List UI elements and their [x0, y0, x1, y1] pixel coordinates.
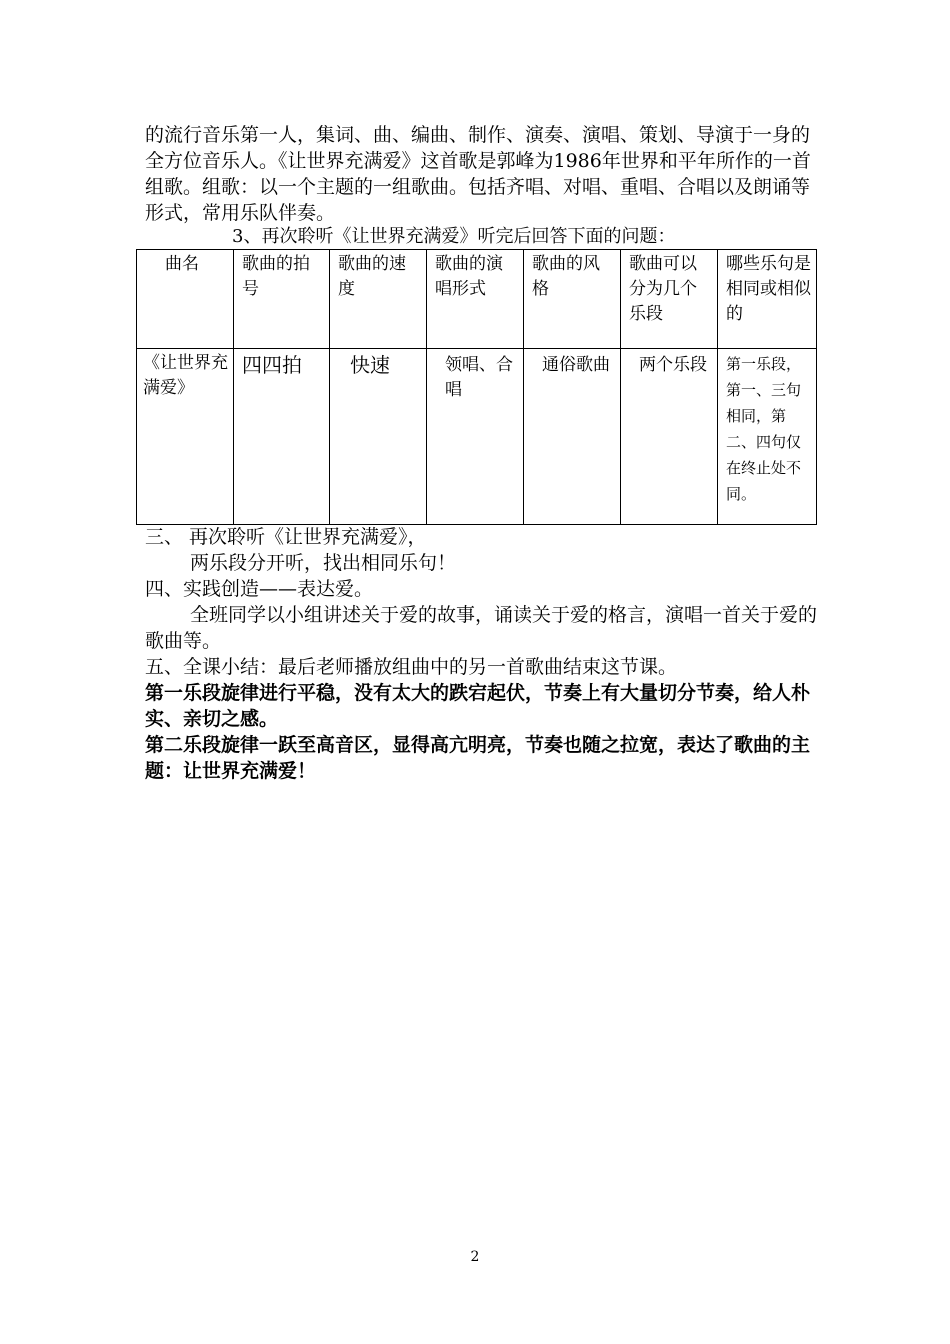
cell-style: 通俗歌曲 [524, 349, 621, 525]
header-cell-song-name: 曲名 [137, 250, 234, 349]
header-cell-performance-form: 歌曲的演唱形式 [427, 250, 524, 349]
table-header-row [137, 250, 817, 349]
cell-performance-form: 领唱、合唱 [427, 349, 524, 525]
song-analysis-table [136, 249, 817, 525]
section-5-summary: 五、全课小结：最后老师播放组曲中的另一首歌曲结束这节课。 [145, 656, 678, 678]
header-cell-style: 歌曲的风格 [524, 250, 621, 349]
cell-similar-phrases: 第一乐段，第一、三句相同，第二、四句仅在终止处不同。 [718, 349, 817, 525]
section-4-body: 全班同学以小组讲述关于爱的故事，诵读关于爱的格言，演唱一首关于爱的歌曲等。 [145, 604, 818, 652]
header-cell-time-signature: 歌曲的拍号 [234, 250, 330, 349]
header-cell-sections: 歌曲可以分为几个乐段 [621, 250, 718, 349]
intro-paragraph: 的流行音乐第一人，集词、曲、编曲、制作、演奏、演唱、策划、导演于一身的全方位音乐人。《让世界充满爱》这首歌是郭峰为1986年世界和平年所作的一首组歌。组歌：以一个主题的一组歌曲。包括齐唱、对唱、重唱、合唱以及朗诵等形式，常用乐队伴奏。 [145, 124, 811, 224]
header-cell-tempo: 歌曲的速度 [330, 250, 427, 349]
section-3-title: 三、 再次聆听《让世界充满爱》， [145, 526, 427, 548]
section-4-title: 四、实践创造——表达爱。 [145, 578, 374, 600]
page-number: 2 [470, 1249, 480, 1265]
bold-note-second-section: 第二乐段旋律一跃至高音区，显得高亢明亮，节奏也随之拉宽，表达了歌曲的主题：让世界充满爱！ [145, 734, 811, 782]
section-3-body: 两乐段分开听，找出相同乐句！ [190, 552, 457, 574]
cell-sections: 两个乐段 [621, 349, 718, 525]
question-3: 3、再次聆听《让世界充满爱》听完后回答下面的问题： [232, 226, 676, 247]
cell-song-name: 《让世界充满爱》 [137, 349, 234, 525]
bold-note-first-section: 第一乐段旋律进行平稳，没有太大的跌宕起伏，节奏上有大量切分节奏，给人朴实、亲切之感。 [145, 682, 811, 730]
header-cell-similar-phrases: 哪些乐句是相同或相似的 [718, 250, 817, 349]
cell-time-signature: 四四拍 [234, 349, 330, 525]
table-row [137, 349, 817, 525]
cell-tempo: 快速 [330, 349, 427, 525]
